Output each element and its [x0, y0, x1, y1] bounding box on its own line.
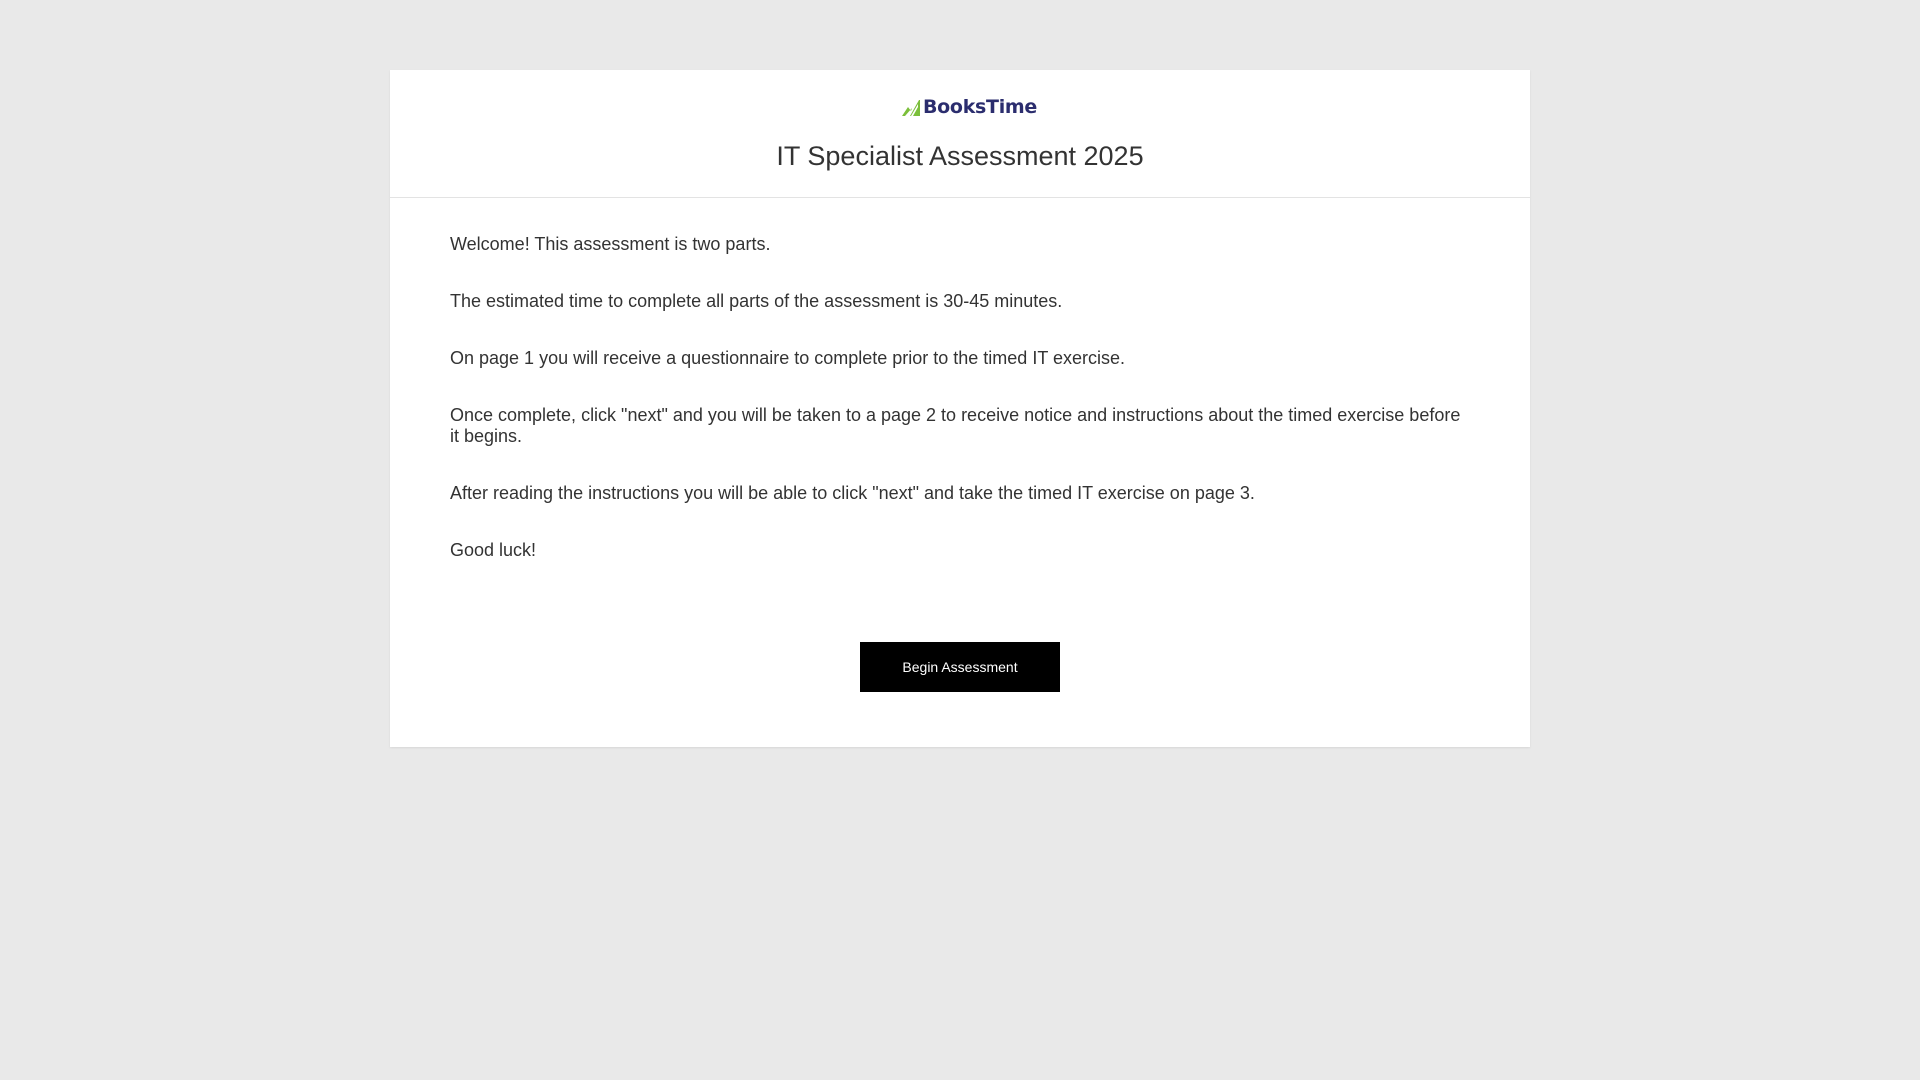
actions-row — [390, 642, 1530, 692]
assessment-card — [390, 70, 1530, 747]
estimated-time-text: The estimated time to complete all parts of the assessment is 30-45 minutes. — [450, 291, 1063, 311]
begin-assessment-button[interactable]: Begin Assessment — [860, 642, 1060, 692]
good-luck-text: Good luck! — [450, 540, 537, 560]
instructions-body — [390, 198, 1530, 561]
books-time-chart-icon — [901, 97, 921, 117]
logo-text: BooksTime — [923, 96, 1037, 118]
card-header — [390, 70, 1530, 198]
page-title: IT Specialist Assessment 2025 — [776, 141, 1144, 171]
page-3-info-text: After reading the instructions you will be able to click "next" and take the timed IT exercise on page 3. — [450, 483, 1255, 503]
brand-logo — [901, 96, 1037, 118]
welcome-text: Welcome! This assessment is two parts. — [450, 234, 771, 254]
page-1-info-text: On page 1 you will receive a questionnaire to complete prior to the timed IT exercise. — [450, 348, 1126, 368]
page-2-info-text: Once complete, click "next" and you will be taken to a page 2 to receive notice and instructions about the timed exercise before it begins. — [450, 405, 1461, 446]
